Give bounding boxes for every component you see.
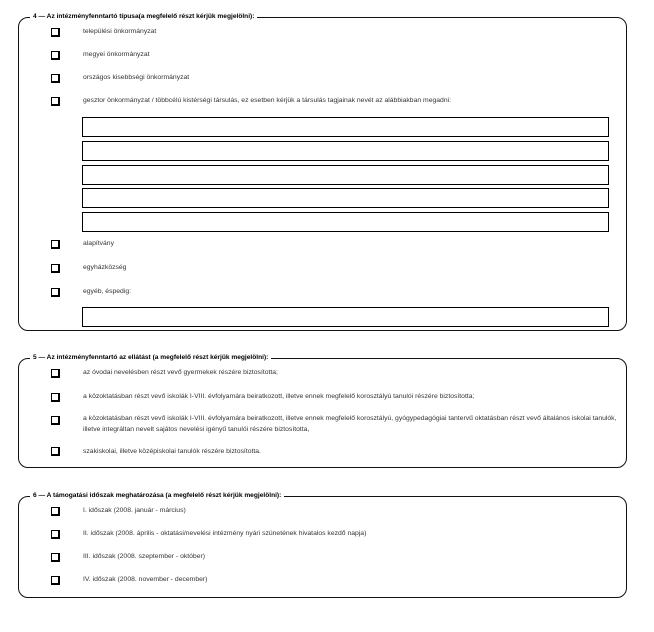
- option-megyei-onkormanyzat: megyei önkormányzat: [83, 51, 150, 58]
- option-iskolai-1-8: a közoktatásban részt vevő iskolák I-VIII. évfolyamára beiratkozott, illetve ennek megfelelő korosztályú tanulói részére biztosította;: [83, 393, 475, 400]
- checkbox-ovodai[interactable]: [51, 369, 60, 378]
- member-name-field-3[interactable]: [82, 165, 609, 185]
- checkbox-iskolai-1-8[interactable]: [51, 393, 60, 402]
- member-name-field-1[interactable]: [82, 117, 609, 137]
- option-idoszak-1: I. időszak (2008. január - március): [83, 507, 186, 514]
- checkbox-orszagos-kisebbsegi-onkormanyzat[interactable]: [51, 74, 60, 83]
- checkbox-idoszak-1[interactable]: [51, 507, 60, 516]
- checkbox-megyei-onkormanyzat[interactable]: [51, 51, 60, 60]
- option-idoszak-4: IV. időszak (2008. november - december): [83, 576, 208, 583]
- member-name-field-5[interactable]: [82, 212, 609, 232]
- checkbox-idoszak-4[interactable]: [51, 576, 60, 585]
- option-gesztor-onkormanyzat: gesztor önkormányzat / többcélú kistérségi társulás, ez esetben kérjük a társulás tagjainak nevét az alábbiakban megadni:: [83, 97, 451, 104]
- checkbox-egyeb[interactable]: [51, 288, 60, 297]
- option-szakiskolai: szakiskolai, illetve középiskolai tanulók részére biztosította.: [83, 448, 261, 455]
- option-egyeb: egyéb, éspedig:: [83, 288, 131, 295]
- option-idoszak-2: II. időszak (2008. április - oktatási/nevelési intézmény nyári szünetének hivatalos kezdő napja): [83, 530, 367, 537]
- section-4-legend: 4 — Az intézményfenntartó típusa(a megfelelő részt kérjük megjelölni):: [30, 12, 257, 21]
- option-ovodai: az óvodai nevelésben részt vevő gyermekek részére biztosította;: [83, 369, 278, 376]
- checkbox-szakiskolai[interactable]: [51, 447, 60, 456]
- section-6-legend: 6 — A támogatási időszak meghatározása (a megfelelő részt kérjük megjelölni):: [30, 491, 284, 500]
- checkbox-alapitvany[interactable]: [51, 240, 60, 249]
- section-5-legend: 5 — Az intézményfenntartó az ellátást (a megfelelő részt kérjük megjelölni):: [30, 353, 271, 362]
- checkbox-gesztor-onkormanyzat[interactable]: [51, 97, 60, 106]
- option-alapitvany: alapítvány: [83, 240, 114, 247]
- member-name-field-4[interactable]: [82, 188, 609, 208]
- other-type-field[interactable]: [82, 307, 609, 327]
- option-orszagos-kisebbsegi-onkormanyzat: országos kisebbségi önkormányzat: [83, 74, 190, 81]
- option-gyogypedagogiai: a közoktatásban részt vevő iskolák I-VIII. évfolyamára beiratkozott, illetve ennek megfelelő korosztályú, gyógypedagógiai tantervű oktatásban részt vevő általános iskolai tanulók, illetve integráltan nevelt sajátos nevelési igényű tanulói részére biztosította,: [83, 415, 617, 433]
- option-telepulesi-onkormanyzat: települési önkormányzat: [83, 28, 157, 35]
- checkbox-idoszak-2[interactable]: [51, 530, 60, 539]
- checkbox-gyogypedagogiai[interactable]: [51, 416, 60, 425]
- checkbox-idoszak-3[interactable]: [51, 553, 60, 562]
- checkbox-egyhazkozseg[interactable]: [51, 264, 60, 273]
- option-egyhazkozseg: egyházközség: [83, 264, 127, 271]
- option-idoszak-3: III. időszak (2008. szeptember - október): [83, 553, 206, 560]
- checkbox-telepulesi-onkormanyzat[interactable]: [51, 28, 60, 37]
- member-name-field-2[interactable]: [82, 141, 609, 161]
